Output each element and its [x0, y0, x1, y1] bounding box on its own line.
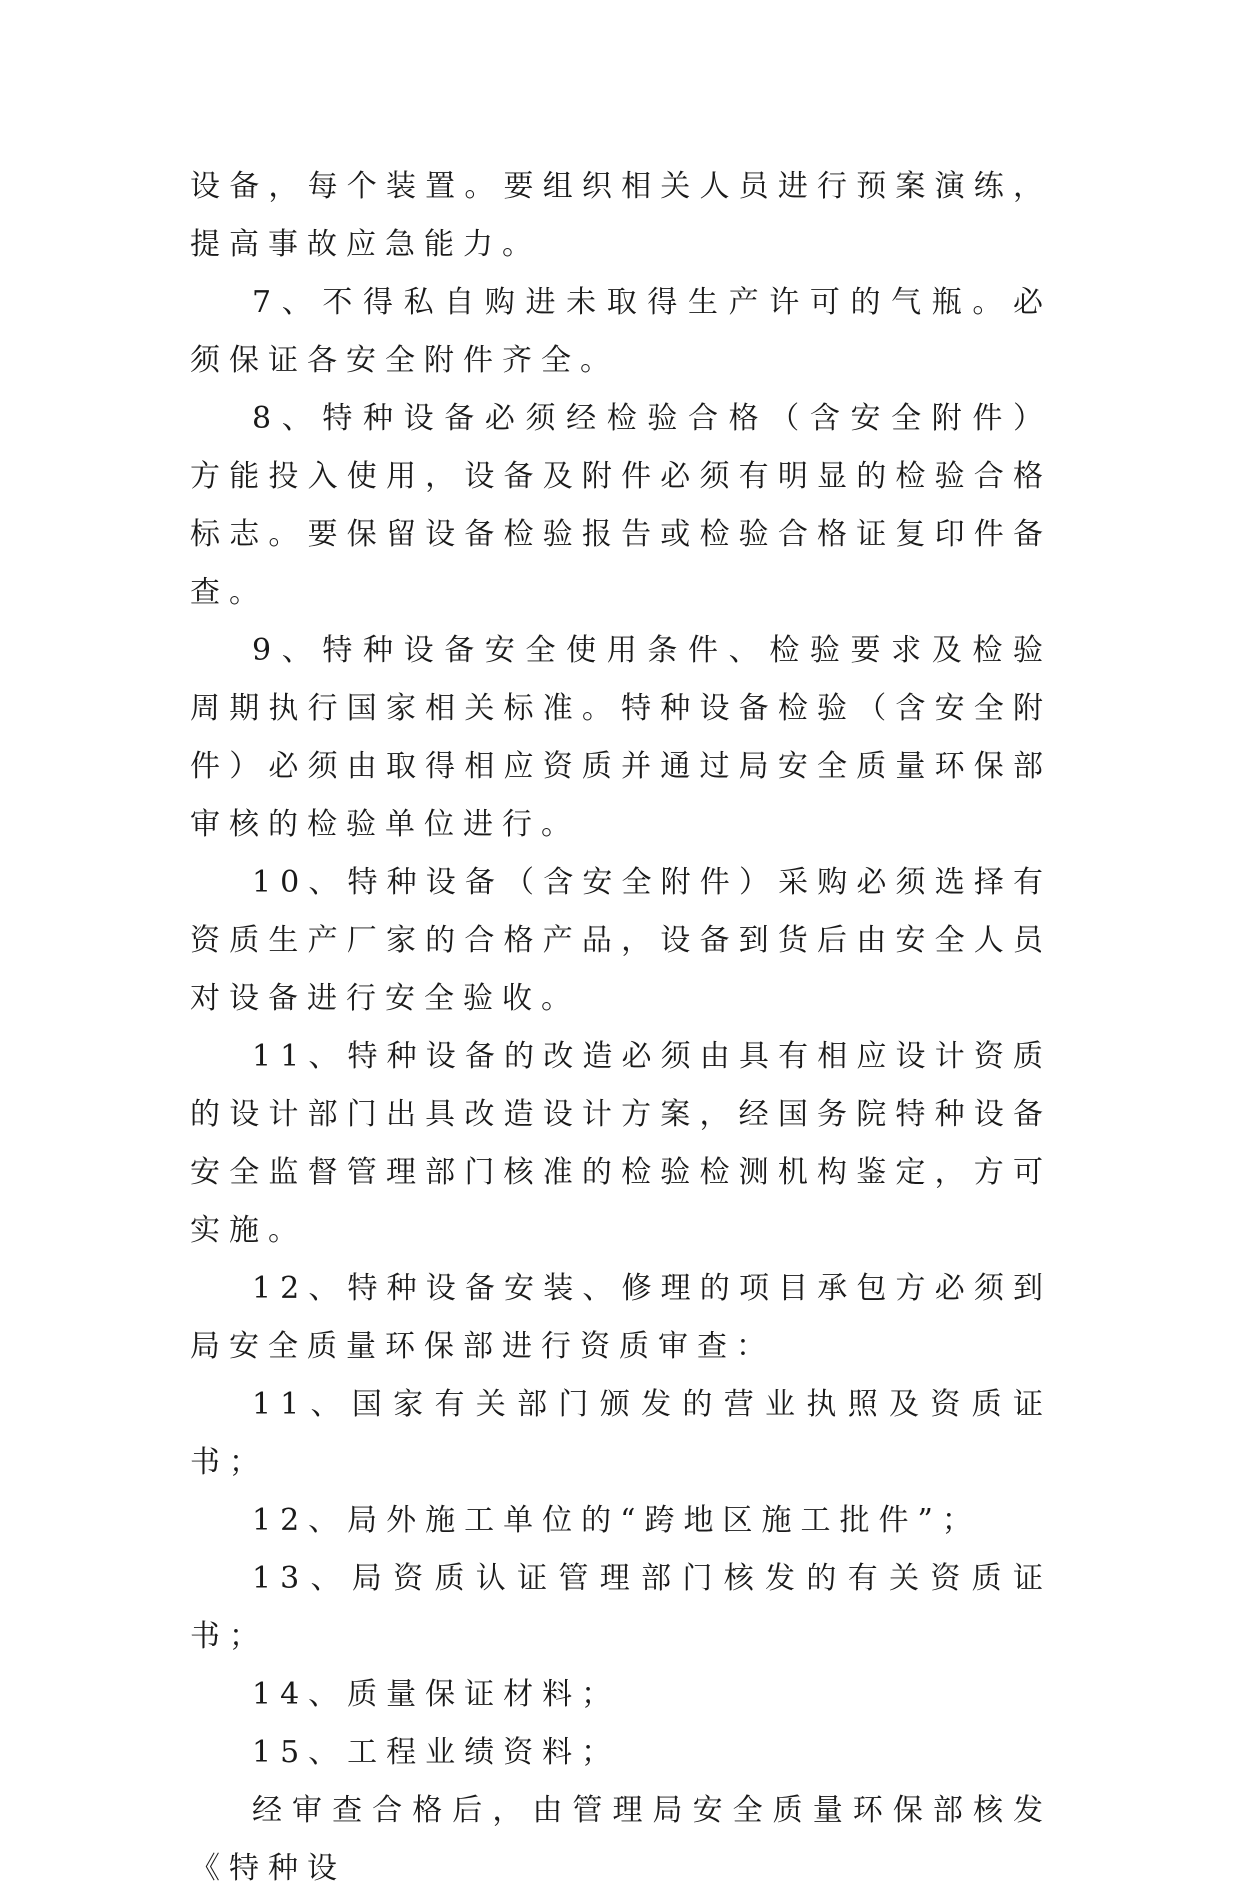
paragraph: 7、不得私自购进未取得生产许可的气瓶。必须保证各安全附件齐全。 [190, 285, 1052, 378]
paragraph: 经审查合格后，由管理局安全质量环保部核发《特种设 [190, 1793, 1052, 1886]
list-item: 14、质量保证材料； [252, 1677, 621, 1712]
paragraph: 10、特种设备（含安全附件）采购必须选择有资质生产厂家的合格产品，设备到货后由安全人员对设备进行安全验收。 [190, 865, 1052, 1016]
list-item: 15、工程业绩资料； [252, 1735, 621, 1770]
paragraph: 12、特种设备安装、修理的项目承包方必须到局安全质量环保部进行资质审查： [190, 1271, 1052, 1364]
paragraph: 8、特种设备必须经检验合格（含安全附件）方能投入使用，设备及附件必须有明显的检验合格标志。要保留设备检验报告或检验合格证复印件备查。 [190, 401, 1052, 610]
paragraph: 9、特种设备安全使用条件、检验要求及检验周期执行国家相关标准。特种设备检验（含安全附件）必须由取得相应资质并通过局安全质量环保部审核的检验单位进行。 [190, 633, 1052, 842]
paragraph: 11、特种设备的改造必须由具有相应设计资质的设计部门出具改造设计方案，经国务院特种设备安全监督管理部门核准的检验检测机构鉴定，方可实施。 [190, 1039, 1052, 1248]
list-item: 12、局外施工单位的“跨地区施工批件”； [252, 1503, 981, 1538]
list-item: 13、局资质认证管理部门核发的有关资质证书； [190, 1561, 1052, 1654]
document-page [190, 158, 1052, 1898]
list-item: 11、国家有关部门颁发的营业执照及资质证书； [190, 1387, 1052, 1480]
paragraph: 设备，每个装置。要组织相关人员进行预案演练，提高事故应急能力。 [190, 169, 1052, 262]
